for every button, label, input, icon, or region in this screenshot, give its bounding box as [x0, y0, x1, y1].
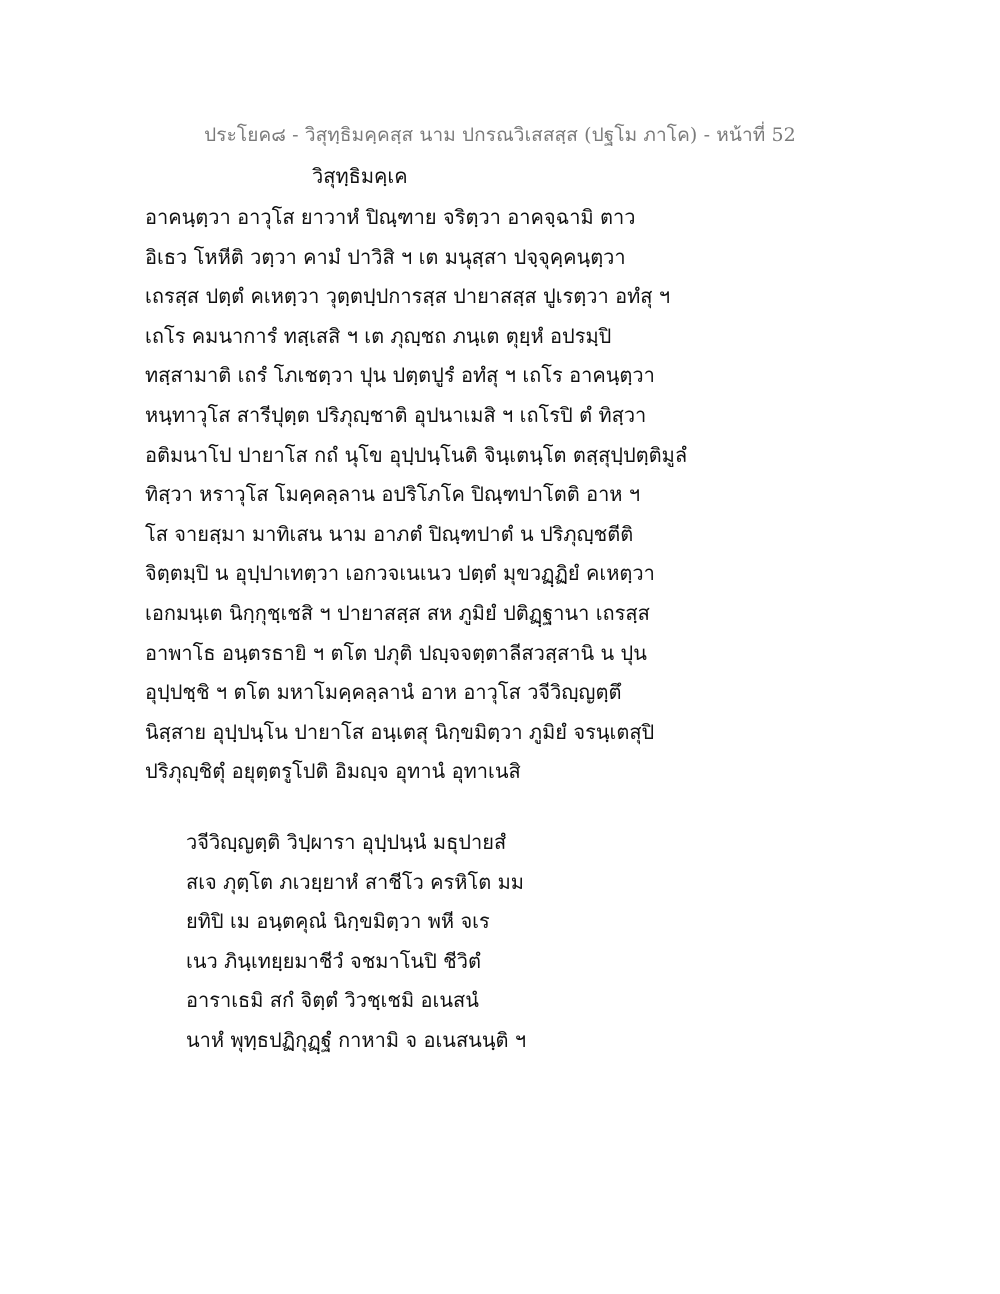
prose-line: เถโร คมนาการํ ทสฺเสสิ ฯ เต ภุญฺชถ ภนฺเต ตุยฺหํ อปรมฺปิ: [145, 323, 612, 348]
running-header: ประโยค๘ - วิสุทฺธิมคฺคสฺส นาม ปกรณวิเสสสฺส (ปฐโม ภาโค) - หน้าที่ 52: [204, 124, 796, 146]
verse-block: [186, 823, 706, 1061]
prose-line: อาคนฺตฺวา อาวุโส ยาวาหํ ปิณฺฑาย จริตฺวา อาคจฺฉามิ ตาว: [145, 205, 636, 229]
verse-line: อาราเธมิ สกํ จิตฺตํ วิวชฺเชมิ อเนสนํ: [186, 988, 479, 1013]
prose-block: [145, 198, 705, 792]
prose-line: ทสฺสามาติ เถรํ โภเชตฺวา ปุน ปตฺตปูรํ อทํสุ ฯ เถโร อาคนฺตฺวา: [145, 363, 655, 388]
prose-line: อติมนาโป ปายาโส กถํ นุโข อุปฺปนฺโนติ จินฺเตนฺโต ตสฺสุปฺปตฺติมูลํ: [145, 442, 688, 467]
prose-line: ทิสฺวา หราวุโส โมคฺคลฺลาน อปริโภโค ปิณฺฑปาโตติ อาห ฯ: [145, 482, 641, 507]
prose-line: อิเธว โหหีติ วตฺวา คามํ ปาวิสิ ฯ เต มนุสฺสา ปจฺจุคฺคนฺตฺวา: [145, 244, 626, 269]
verse-line: ยทิปิ เม อนฺตคุณํ นิกฺขมิตฺวา พหี จเร: [186, 909, 490, 934]
verse-line: นาหํ พุทฺธปฏิกุฏฺฐํ กาหามิ จ อเนสนนฺติ ฯ: [186, 1027, 527, 1052]
prose-line: อาพาโธ อนฺตรธายิ ฯ ตโต ปภุติ ปญฺจจตฺตาลีสวสฺสานิ น ปุน: [145, 640, 647, 665]
prose-line: อุปฺปชฺชิ ฯ ตโต มหาโมคฺคลฺลานํ อาห อาวุโส วจีวิญฺญตฺตึ: [145, 680, 622, 705]
prose-line: โส จายสฺมา มาทิเสน นาม อาภตํ ปิณฺฑปาตํ น ปริภุญฺชตีติ: [145, 521, 634, 546]
prose-line: เอกมนฺเต นิกฺกุชฺเชสิ ฯ ปายาสสฺส สห ภูมิยํ ปติฏฺฐานา เถรสฺส: [145, 600, 650, 625]
section-title: วิสุทฺธิมคฺเค: [312, 164, 408, 188]
prose-line: นิสฺสาย อุปฺปนฺโน ปายาโส อนฺเตสุ นิกฺขมิตฺวา ภูมิยํ จรนฺเตสุปิ: [145, 719, 655, 744]
verse-line: สเจ ภุตฺโต ภเวยฺยาหํ สาชีโว ครหิโต มม: [186, 869, 524, 894]
prose-line: หนฺทาวุโส สารีปุตฺต ปริภุญฺชาติ อุปนาเมสิ ฯ เถโรปิ ตํ ทิสฺวา: [145, 402, 647, 427]
prose-line: จิตฺตมฺปิ น อุปฺปาเทตฺวา เอกวจเนเนว ปตฺตํ มุขวฏฺฏิยํ คเหตฺวา: [145, 561, 655, 586]
prose-line: ปริภุญฺชิตุํ อยุตฺตรูโปติ อิมญฺจ อุทานํ อุทาเนสิ: [145, 759, 521, 784]
verse-line: เนว ภินฺเทยฺยมาชีวํ จชมาโนปิ ชีวิตํ: [186, 948, 481, 973]
prose-line: เถรสฺส ปตฺตํ คเหตฺวา วุตฺตปฺปการสฺส ปายาสสฺส ปูเรตฺวา อทํสุ ฯ: [145, 284, 671, 309]
verse-line: วจีวิญฺญตฺติ วิปฺผารา อุปฺปนฺนํ มธุปายสํ: [186, 830, 507, 854]
